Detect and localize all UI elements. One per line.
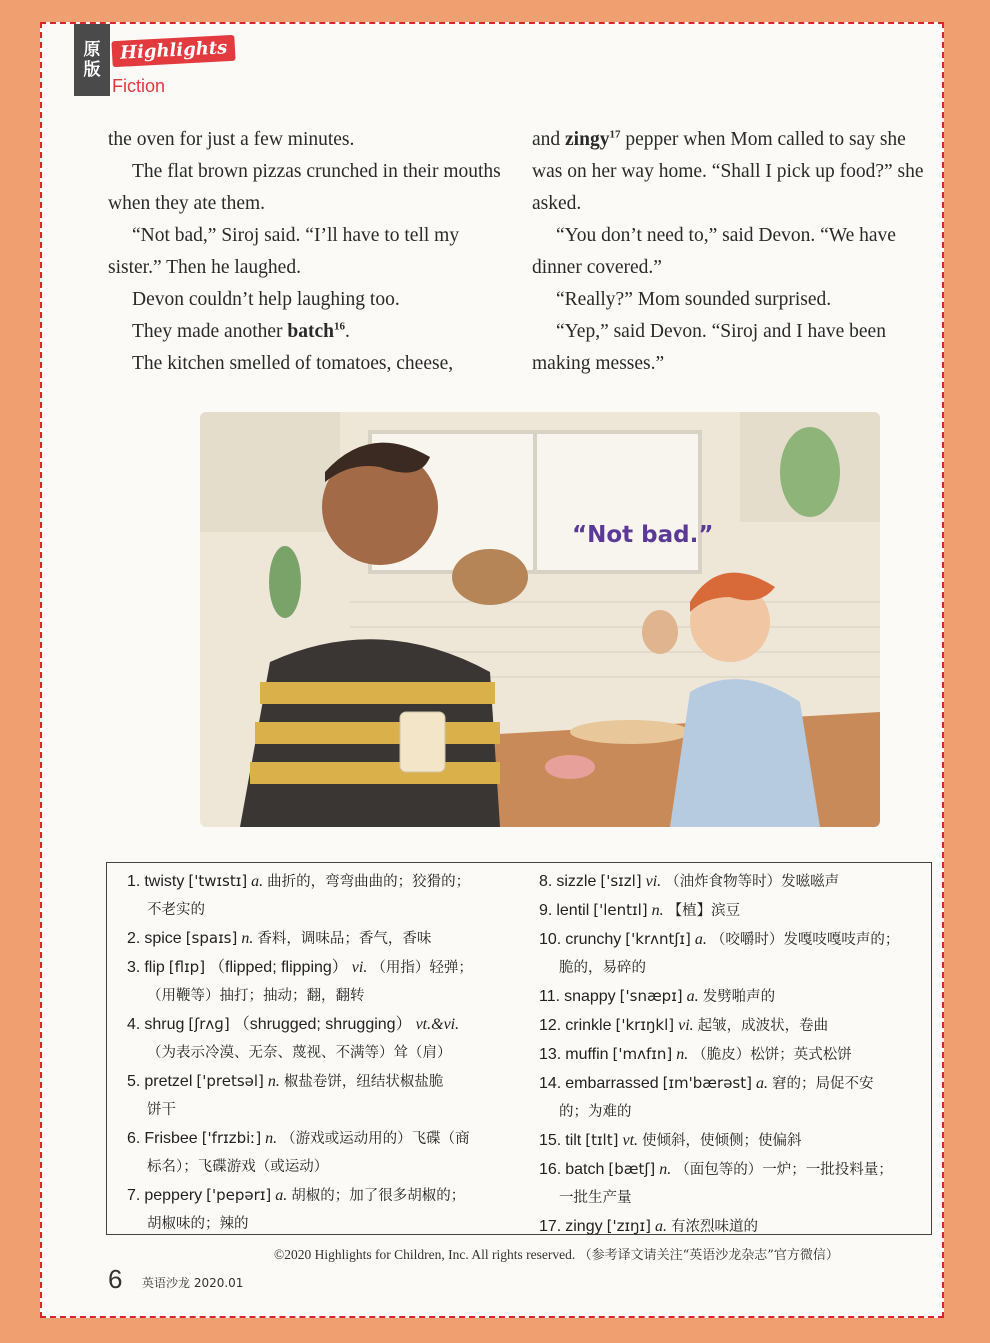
entry-word: crinkle — [565, 1017, 612, 1034]
entry-number: 2. — [127, 930, 141, 947]
entry-number: 10. — [539, 931, 562, 948]
entry-part-of-speech: a. — [654, 1218, 667, 1235]
entry-word: muffin — [565, 1046, 609, 1063]
glossary-entry — [127, 924, 527, 953]
glossary-entry — [539, 1212, 929, 1241]
glossary-entry — [539, 1069, 929, 1098]
entry-phonetic: [ʃrʌɡ] — [188, 1015, 230, 1033]
glossary-entry — [127, 1067, 527, 1096]
paragraph: “Yep,” said Devon. “Siroj and I have been making messes.” — [532, 321, 886, 374]
entry-phonetic: [spaɪs] — [185, 929, 238, 947]
entry-phonetic: ['twɪstɪ] — [188, 872, 248, 890]
footnote-ref: 16 — [333, 320, 345, 333]
entry-phonetic: ['krɪŋkl] — [615, 1016, 675, 1034]
entry-part-of-speech: n. — [676, 1046, 689, 1063]
entry-phonetic: ['sɪzl] — [600, 872, 642, 890]
magazine-page — [40, 22, 944, 1318]
entry-definition-continued: 不老实的 — [147, 902, 205, 918]
glossary-entry — [539, 925, 929, 954]
entry-definition-continued: 脆的，易碎的 — [559, 960, 646, 976]
glossary-entry — [127, 953, 527, 982]
entry-number: 17. — [539, 1218, 562, 1235]
entry-phonetic: ['mʌfɪn] — [612, 1045, 673, 1063]
entry-word: pretzel — [144, 1073, 193, 1090]
text-run: They made another — [132, 321, 288, 342]
entry-phonetic: ['snæpɪ] — [619, 987, 683, 1005]
keyword-batch — [287, 321, 345, 342]
entry-word: Frisbee — [144, 1130, 198, 1147]
glossary-column-left — [127, 867, 527, 1238]
entry-word: zingy — [565, 1218, 603, 1235]
entry-word: crunchy — [565, 931, 622, 948]
vocabulary-glossary — [106, 862, 932, 1235]
glossary-entry — [127, 1124, 527, 1153]
entry-definition: 窘的；局促不安 — [771, 1076, 874, 1092]
entry-definition-continued: （为表示冷漠、无奈、蔑视、不满等）耸（肩） — [147, 1045, 452, 1061]
entry-definition-continued: 饼干 — [147, 1102, 176, 1118]
entry-number: 15. — [539, 1132, 562, 1149]
entry-part-of-speech: vi. — [678, 1017, 694, 1034]
entry-number: 11. — [539, 988, 561, 1005]
entry-number: 13. — [539, 1046, 562, 1063]
entry-phonetic: ['pepərɪ] — [206, 1186, 272, 1204]
glossary-entry — [539, 982, 929, 1011]
entry-word: spice — [144, 930, 182, 947]
entry-definition-continued: （用鞭等）抽打；抽动；翻，翻转 — [147, 988, 365, 1004]
page-number: 6 — [108, 1264, 123, 1294]
keyword-zingy — [565, 129, 620, 150]
entry-phonetic: [bætʃ] — [608, 1160, 656, 1178]
entry-word: sizzle — [556, 873, 597, 890]
entry-word: batch — [565, 1161, 605, 1178]
entry-word: lentil — [556, 902, 590, 919]
entry-word: embarrassed — [565, 1075, 659, 1092]
entry-definition: 曲折的，弯弯曲曲的；狡猾的； — [267, 874, 471, 890]
entry-part-of-speech: n. — [651, 902, 664, 919]
text-run: pepper when Mom called to say she was on her way home. “Shall I pick up food?” she asked. — [532, 129, 924, 214]
entry-definition: （游戏或运动用的）飞碟（商 — [281, 1131, 470, 1147]
entry-number: 4. — [127, 1016, 141, 1033]
glossary-entry — [539, 896, 929, 925]
entry-part-of-speech: a. — [251, 873, 264, 890]
entry-definition: 香料，调味品；香气，香味 — [257, 931, 432, 947]
entry-number: 1. — [127, 873, 141, 890]
entry-number: 8. — [539, 873, 553, 890]
tab-char-1: 原 — [83, 40, 101, 60]
entry-part-of-speech: n. — [659, 1161, 672, 1178]
story-illustration — [200, 412, 880, 827]
glossary-entry — [539, 1126, 929, 1155]
entry-definition: 有浓烈味道的 — [670, 1219, 758, 1235]
section-label: Fiction — [112, 76, 166, 96]
entry-word: tilt — [565, 1132, 582, 1149]
entry-part-of-speech: a. — [686, 988, 699, 1005]
paragraph: Devon couldn’t help laughing too. — [132, 289, 400, 310]
paragraph: The kitchen smelled of tomatoes, cheese, — [132, 353, 454, 374]
paragraph: The flat brown pizzas crunched in their mouths when they ate them. — [108, 161, 501, 214]
entry-phonetic: [tɪlt] — [585, 1131, 619, 1149]
paragraph — [532, 124, 932, 220]
entry-definition: 起皱，成波状，卷曲 — [697, 1018, 829, 1034]
entry-number: 16. — [539, 1161, 562, 1178]
entry-word: peppery — [144, 1187, 203, 1204]
entry-number: 14. — [539, 1075, 562, 1092]
entry-number: 6. — [127, 1130, 141, 1147]
entry-definition: （油炸食物等时）发嗞嗞声 — [665, 874, 840, 890]
original-edition-tab — [74, 24, 110, 96]
entry-phonetic: ['frɪzbiː] — [201, 1129, 262, 1147]
text-run: . — [344, 321, 350, 342]
entry-definition: （用指）轻弹； — [371, 960, 473, 976]
entry-number: 3. — [127, 959, 141, 976]
glossary-entry — [539, 1040, 929, 1069]
entry-phonetic: ['pretsəl] — [196, 1072, 264, 1090]
entry-definition: （面包等的）一炉；一批投料量； — [675, 1162, 893, 1178]
issue-label: 英语沙龙 2020.01 — [142, 1276, 244, 1290]
glossary-entry — [539, 867, 929, 896]
glossary-entry — [539, 1011, 929, 1040]
text-run: and — [532, 129, 566, 150]
entry-part-of-speech: a. — [755, 1075, 768, 1092]
tab-char-2: 版 — [83, 60, 101, 80]
glossary-entry — [127, 867, 527, 896]
paragraph: “Not bad,” Siroj said. “I’ll have to tell my sister.” Then he laughed. — [108, 225, 460, 278]
entry-phonetic: ['lentɪl] — [593, 901, 648, 919]
entry-forms: （shrugged; shrugging） — [233, 1016, 412, 1033]
copyright-line — [274, 1244, 839, 1263]
story-column-left — [108, 124, 508, 380]
entry-phonetic: [flɪp] — [168, 958, 206, 976]
entry-word: snappy — [564, 988, 616, 1005]
entry-word: flip — [144, 959, 165, 976]
entry-forms: （flipped; flipping） — [209, 959, 348, 976]
highlights-logo: Highlights — [111, 35, 236, 67]
entry-definition: （咬嚼时）发嘎吱嘎吱声的； — [710, 932, 900, 948]
entry-definition-continued: 的；为难的 — [559, 1104, 632, 1120]
glossary-entry — [127, 1181, 527, 1210]
translation-note: （参考译文请关注“英语沙龙杂志”官方微信） — [578, 1248, 839, 1263]
entry-word: shrug — [144, 1016, 185, 1033]
story-column-right — [532, 124, 932, 380]
entry-part-of-speech: vt.&vi. — [415, 1016, 460, 1033]
entry-number: 7. — [127, 1187, 141, 1204]
entry-phonetic: ['zɪŋɪ] — [606, 1217, 651, 1235]
glossary-entry — [127, 1010, 527, 1039]
speech-caption: “Not bad.” — [572, 522, 714, 548]
glossary-column-right — [539, 867, 929, 1241]
entry-part-of-speech: vt. — [622, 1132, 639, 1149]
entry-part-of-speech: n. — [241, 930, 254, 947]
entry-phonetic: ['krʌntʃɪ] — [625, 930, 691, 948]
entry-definition: 发劈啪声的 — [702, 989, 776, 1005]
entry-definition: 【植】滨豆 — [667, 903, 741, 919]
paragraph: “You don’t need to,” said Devon. “We have dinner covered.” — [532, 225, 896, 278]
entry-part-of-speech: vi. — [351, 959, 368, 976]
entry-definition: （脆皮）松饼；英式松饼 — [692, 1047, 852, 1063]
paragraph: “Really?” Mom sounded surprised. — [556, 289, 832, 310]
entry-part-of-speech: n. — [265, 1130, 278, 1147]
footnote-ref: 17 — [609, 128, 621, 141]
entry-number: 12. — [539, 1017, 562, 1034]
entry-part-of-speech: vi. — [645, 873, 662, 890]
entry-phonetic: [ɪm'bærəst] — [662, 1074, 752, 1092]
keyword-text: zingy — [565, 129, 610, 150]
entry-definition-continued: 一批生产量 — [559, 1190, 632, 1206]
paragraph: the oven for just a few minutes. — [108, 129, 355, 150]
glossary-entry — [539, 1155, 929, 1184]
entry-definition: 胡椒的；加了很多胡椒的； — [291, 1188, 466, 1204]
entry-definition-continued: 胡椒味的；辣的 — [147, 1216, 249, 1232]
copyright-text: ©2020 Highlights for Children, Inc. All rights reserved. — [274, 1247, 576, 1262]
entry-number: 9. — [539, 902, 553, 919]
entry-part-of-speech: n. — [267, 1073, 280, 1090]
keyword-text: batch — [287, 321, 334, 342]
paragraph — [108, 316, 508, 348]
entry-number: 5. — [127, 1073, 141, 1090]
entry-definition-continued: 标名）；飞碟游戏（或运动） — [147, 1159, 329, 1175]
entry-part-of-speech: a. — [694, 931, 707, 948]
entry-part-of-speech: a. — [275, 1187, 288, 1204]
kitchen-scene-image — [200, 412, 880, 827]
entry-definition: 使倾斜，使倾侧；使偏斜 — [642, 1133, 802, 1149]
entry-word: twisty — [144, 873, 185, 890]
entry-definition: 椒盐卷饼，纽结状椒盐脆 — [283, 1074, 444, 1090]
